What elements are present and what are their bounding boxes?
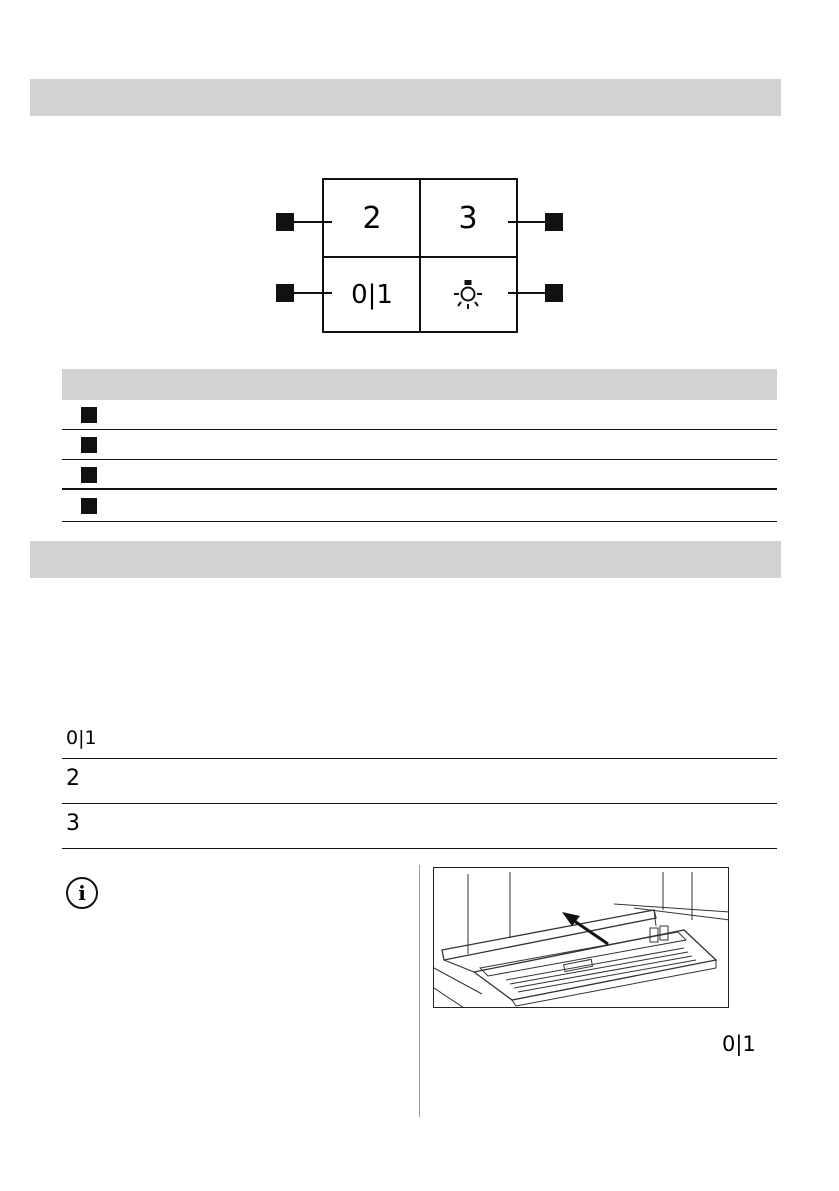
callout-marker (276, 284, 294, 302)
speed-2-symbol: 2 (362, 200, 382, 236)
control-panel-table (62, 369, 777, 522)
column-divider (419, 865, 420, 1117)
table-row (62, 490, 777, 522)
on-off-symbol: 0|1 (722, 1032, 756, 1056)
speed-3-symbol: 3 (458, 200, 478, 236)
callout-marker (81, 467, 97, 483)
table-row (62, 759, 777, 804)
table-row (62, 430, 777, 460)
info-icon-glyph: i (78, 881, 86, 905)
table-header (62, 369, 777, 400)
section-header-band (30, 79, 781, 116)
on-off-button[interactable] (324, 257, 420, 333)
speed-2-symbol: 2 (66, 766, 80, 791)
callout-leader (508, 221, 545, 223)
callout-leader (294, 221, 332, 223)
callout-marker (545, 284, 563, 302)
callout-leader (294, 292, 332, 294)
on-off-symbol: 0|1 (66, 727, 97, 749)
table-row (62, 715, 777, 759)
callout-marker (545, 213, 563, 231)
table-row (62, 804, 777, 849)
on-off-symbol: 0|1 (351, 280, 393, 310)
info-icon (66, 877, 98, 909)
callout-marker (81, 437, 97, 453)
speed-2-button[interactable] (324, 180, 420, 256)
section-header-band (30, 541, 781, 578)
callout-marker (276, 213, 294, 231)
speed-3-button[interactable] (420, 180, 516, 256)
table-row (62, 460, 777, 490)
speed-3-symbol: 3 (66, 811, 80, 836)
callout-leader (508, 292, 545, 294)
speed-table (62, 715, 777, 849)
extractor-hood-illustration (433, 867, 729, 1008)
table-row (62, 400, 777, 430)
callout-marker (81, 407, 97, 423)
extractor-hood-drawing (434, 868, 729, 1008)
light-bulb-icon (451, 278, 485, 312)
callout-marker (81, 498, 97, 514)
light-button[interactable] (420, 257, 516, 333)
control-panel-diagram (322, 178, 518, 333)
